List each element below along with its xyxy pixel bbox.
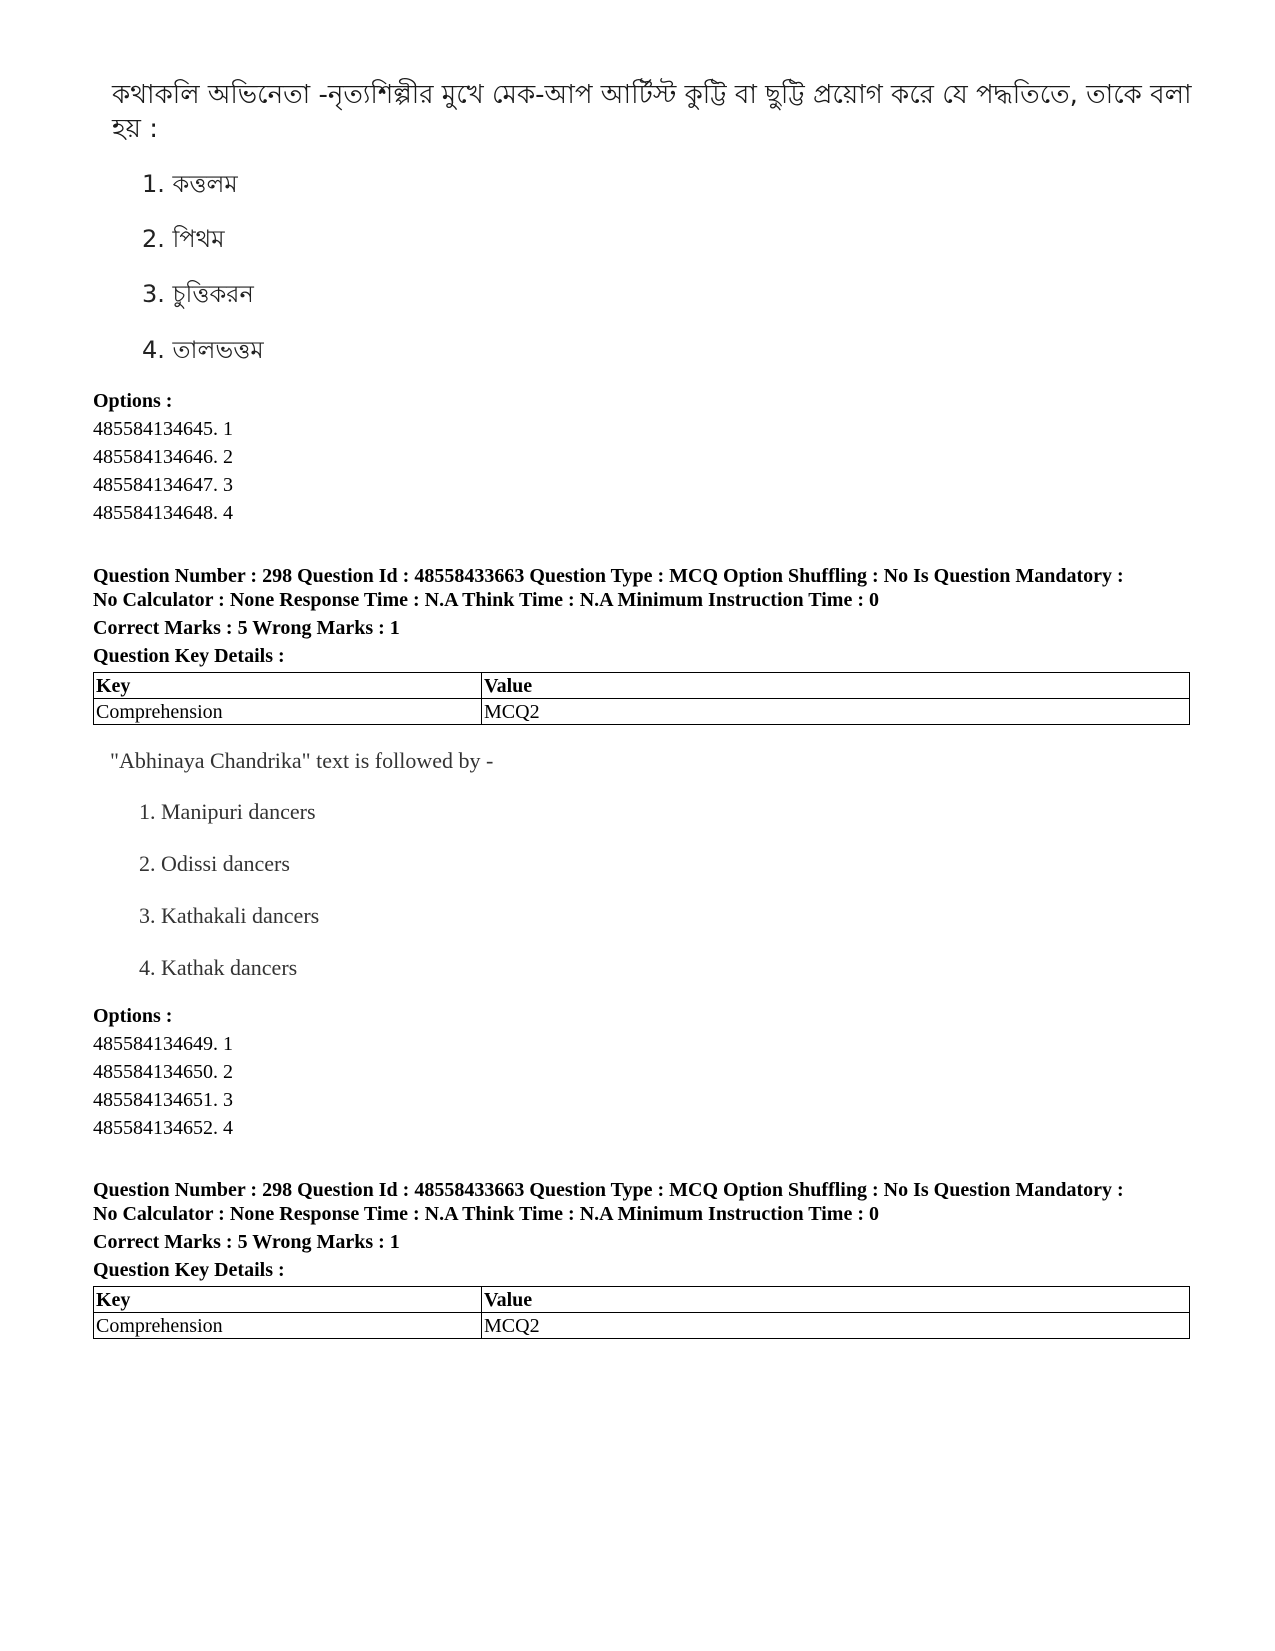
table-header-key: Key [94,673,482,699]
option-line: 485584134648. 4 [93,502,233,524]
option-line: 485584134649. 1 [93,1033,233,1055]
question-meta-line-1: Question Number : 298 Question Id : 48558433663 Question Type : MCQ Option Shuffling : No Is Question Mandatory : [93,565,1124,587]
option-line: 485584134652. 4 [93,1117,233,1139]
choice-4: 4. তালভত্তম [142,336,264,364]
choice-3: 3. Kathakali dancers [139,903,320,928]
question-meta [93,564,1193,612]
choice-1: 1. কত্তলম [142,170,238,198]
question-meta-line-2: No Calculator : None Response Time : N.A Think Time : N.A Minimum Instruction Time : 0 [93,589,879,611]
options-label: Options : [93,390,173,412]
table-row [94,1313,1190,1339]
marks-line: Correct Marks : 5 Wrong Marks : 1 [93,1231,400,1253]
key-details-label: Question Key Details : [93,1259,285,1281]
table-row [94,699,1190,725]
option-line: 485584134646. 2 [93,446,233,468]
key-details-table [93,672,1190,725]
table-cell-value: MCQ2 [482,699,1190,725]
question-meta-line-2: No Calculator : None Response Time : N.A Think Time : N.A Minimum Instruction Time : 0 [93,1203,879,1225]
choice-4: 4. Kathak dancers [139,955,298,980]
table-header-value: Value [482,1287,1190,1313]
table-header-key: Key [94,1287,482,1313]
choice-2: 2. Odissi dancers [139,851,290,876]
table-header-row [94,673,1190,699]
table-header-value: Value [482,673,1190,699]
option-line: 485584134647. 3 [93,474,233,496]
question-text-bengali: কথাকলি অভিনেতা -নৃত্যশিল্পীর মুখে মেক-আপ আর্টিস্ট কুট্টি বা ছুট্টি প্রয়োগ করে যে পদ্ধতিতে, তাকে বলা হয় : [112,80,1192,144]
table-cell-key: Comprehension [94,1313,482,1339]
choice-1: 1. Manipuri dancers [139,799,316,824]
table-cell-value: MCQ2 [482,1313,1190,1339]
key-details-table [93,1286,1190,1339]
option-line: 485584134650. 2 [93,1061,233,1083]
key-details-label: Question Key Details : [93,645,285,667]
table-header-row [94,1287,1190,1313]
question-meta [93,1178,1193,1226]
table-cell-key: Comprehension [94,699,482,725]
question-text-english: "Abhinaya Chandrika" text is followed by - [110,748,494,773]
choice-2: 2. পিথম [142,225,225,253]
options-label: Options : [93,1005,173,1027]
choice-3: 3. চুত্তিকরন [142,280,254,308]
option-line: 485584134651. 3 [93,1089,233,1111]
question-meta-line-1: Question Number : 298 Question Id : 48558433663 Question Type : MCQ Option Shuffling : No Is Question Mandatory : [93,1179,1124,1201]
marks-line: Correct Marks : 5 Wrong Marks : 1 [93,617,400,639]
option-line: 485584134645. 1 [93,418,233,440]
